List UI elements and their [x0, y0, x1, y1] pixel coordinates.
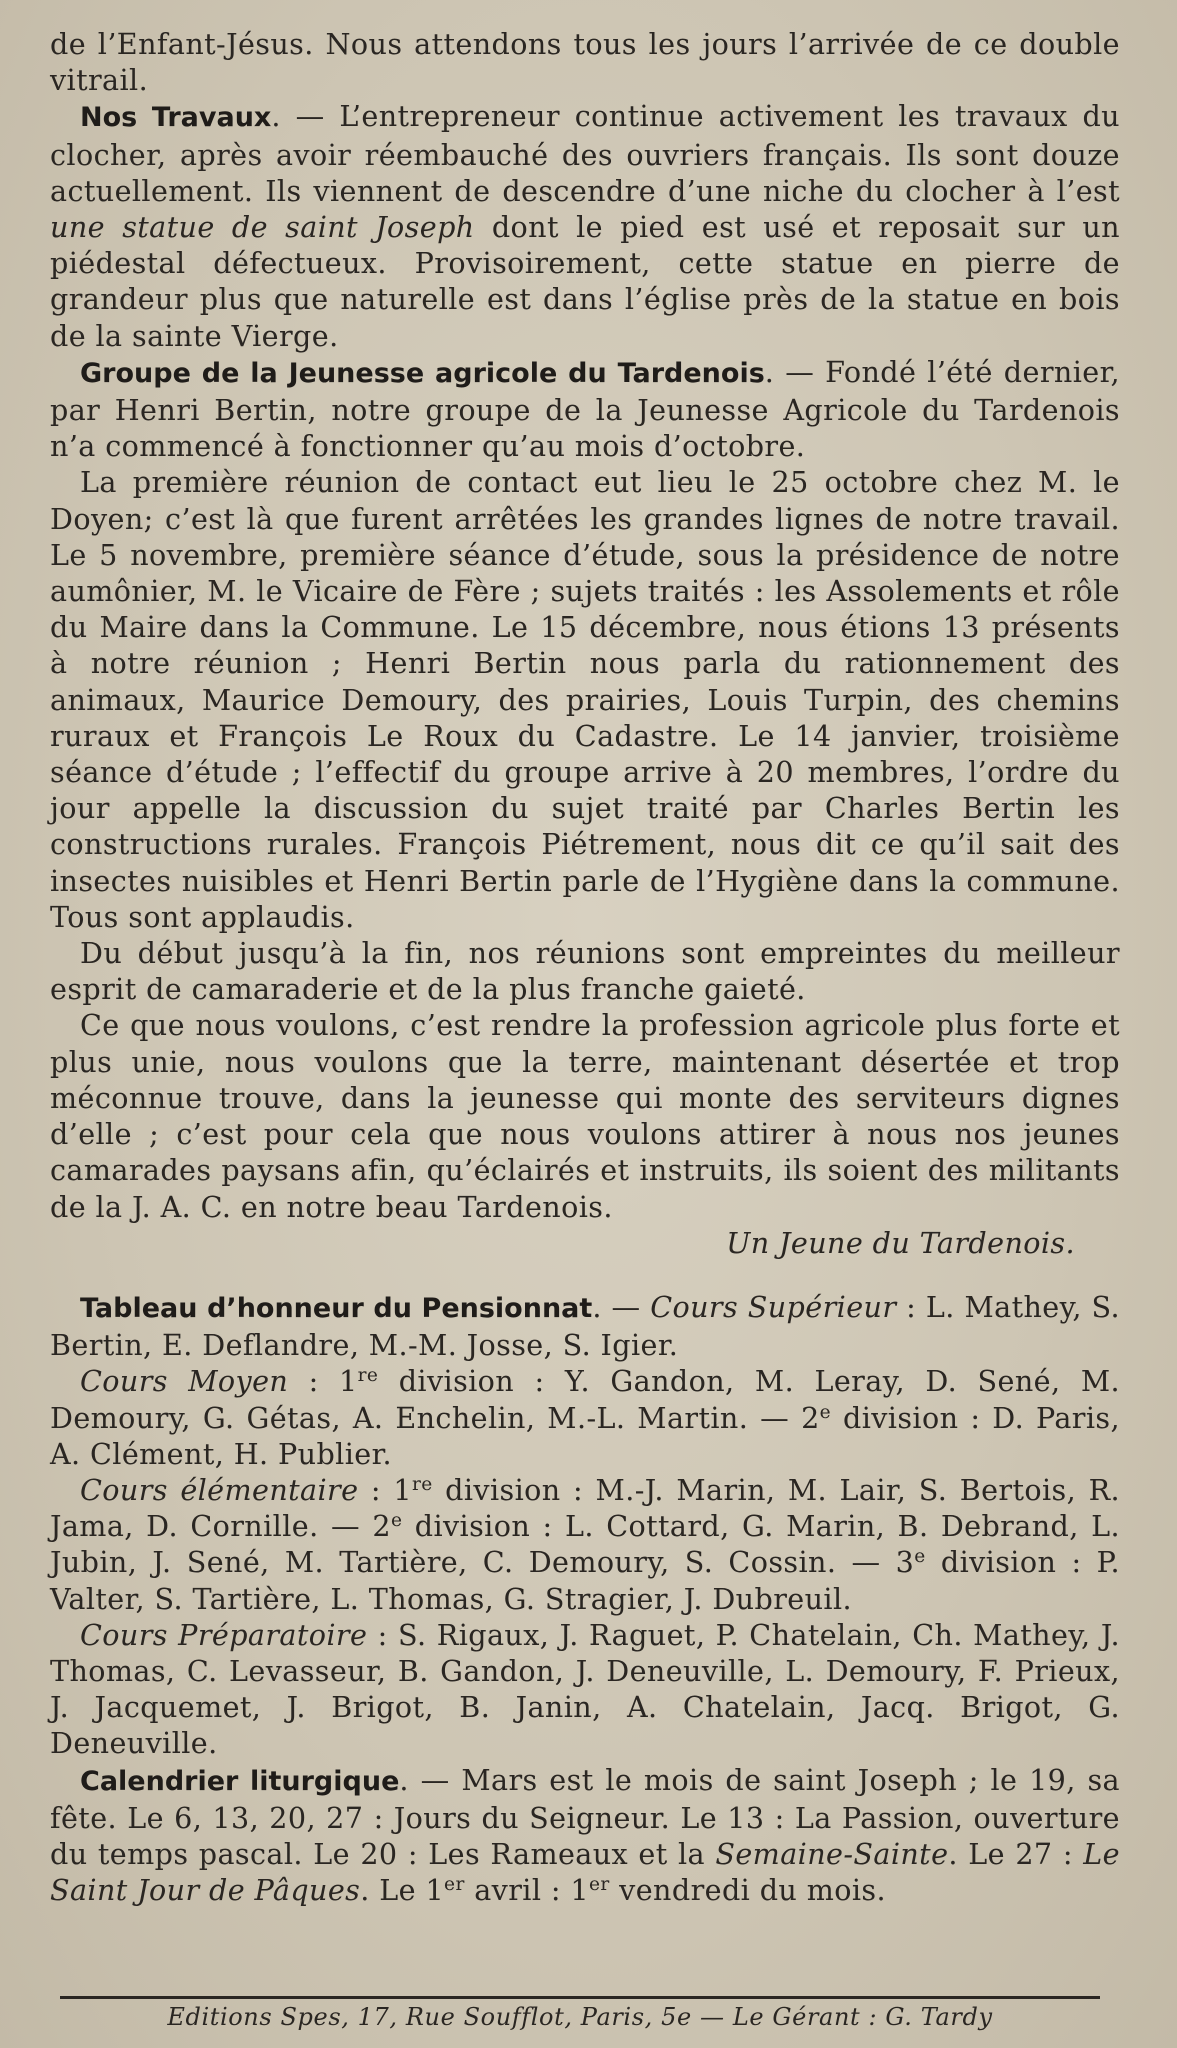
paragraph-objectifs	[50, 1007, 1120, 1224]
paragraph-text: : S. Rigaux, J. Raguet, P. Chatelain, Ch. Mathey, J. Thomas, C. Levasseur, B. Gandon, J. Deneuville, L. Demoury, F. Prieux, J. Jacquemet, J. Brigot, B. Janin, A. Chatelain, Jacq. Brigot, G. Deneuville.	[50, 1617, 1121, 1761]
section-heading-tableau-honneur: Tableau d’honneur du Pensionnat	[80, 1292, 593, 1324]
paragraph-vitrail	[50, 26, 1120, 98]
paragraph-text: : 1	[358, 1472, 412, 1507]
paragraph-text: . —	[592, 1289, 651, 1324]
paragraph-text: Ce que nous voulons, c’est rendre la profession agricole plus forte et plus unie, nous voulons que la terre, maintenant désertée et trop méconnue trouve, dans la jeunesse qui monte des serviteurs dignes d’elle ; c’est pour cela que nous voulons attirer à nous nos jeunes camarades paysans afin, qu’éclairés et instruits, ils soient des militants de la J. A. C. en notre beau Tardenois.	[50, 1008, 1120, 1224]
italic-phrase: Cours Supérieur	[650, 1289, 897, 1324]
italic-phrase: Cours élémentaire	[80, 1472, 359, 1507]
paragraph-text: dont le pied est usé et reposait sur un piédestal défectueux. Provisoirement, cette statue en pierre de grandeur plus que naturelle est dans l’église près de la statue en bois de la sainte Vierge.	[50, 210, 1120, 353]
paragraph-text: . — Fondé l’été dernier, par Henri Bertin, notre groupe de la Jeunesse Agricole du Tardenois n’a commencé à fonctionner qu’au mois d’octobre.	[50, 354, 1120, 464]
paragraph-text: : L. Mathey, S. Bertin, E. Deflandre, M.-M. Josse, S. Igier.	[50, 1289, 1121, 1363]
italic-phrase: une statue de saint Joseph	[50, 210, 475, 245]
superscript: e	[390, 1509, 403, 1531]
italic-phrase: Semaine-Sainte	[715, 1836, 949, 1871]
publisher-footer	[60, 1996, 1100, 2031]
superscript: e	[914, 1546, 926, 1568]
paragraph-text: . — Mars est le mois de saint Joseph ; le 19, sa fête. Le 6, 13, 20, 27 : Jours du Seigneur. Le 13 : La Passion, ouverture du temps pascal. Le 20 : Les Rameaux et la	[50, 1762, 1120, 1871]
italic-phrase: Cours Préparatoire	[80, 1617, 368, 1652]
section-heading-groupe-jeunesse: Groupe de la Jeunesse agricole du Tardenois	[80, 357, 765, 389]
paragraph-text: . — L’entrepreneur continue activement les travaux du clocher, après avoir réembauché des ouvriers français. Ils sont douze actuellement. Ils viennent de descendre d’une niche du clocher à l’est	[50, 99, 1120, 208]
paragraph-nos-travaux	[50, 98, 1120, 353]
paragraph-cours-preparatoire	[50, 1617, 1120, 1762]
paragraph-text: de l’Enfant-Jésus. Nous attendons tous les jours l’arrivée de ce double vitrail.	[50, 27, 1120, 98]
paragraph-text: division : M.-J. Marin, M. Lair, S. Bertois, R. Jama, D. Cornille. — 2	[50, 1472, 1120, 1544]
paragraph-text: La première réunion de contact eut lieu le 25 octobre chez M. le Doyen; c’est là que furent arrêtées les grandes lignes de notre travail. Le 5 novembre, première séance d’étude, sous la présidence de notre aumônier, M. le Vicaire de Fère ; sujets traités : les Assolements et rôle du Maire dans la Commune. Le 15 décembre, nous étions 13 présents à notre réunion ; Henri Bertin nous parla du rationnement des animaux, Maurice Demoury, des prairies, Louis Turpin, des chemins ruraux et François Le Roux du Cadastre. Le 14 janvier, troisième séance d’étude ; l’effectif du groupe arrive à 20 membres, l’ordre du jour appelle la discussion du sujet traité par Charles Bertin les constructions rurales. François Piétrement, nous dit ce qu’il sait des insectes nuisibles et Henri Bertin parle de l’Hygiène dans la commune. Tous sont applaudis.	[50, 465, 1120, 934]
paragraph-camaraderie	[50, 935, 1120, 1007]
section-gap	[50, 1261, 1120, 1289]
section-heading-nos-travaux: Nos Travaux	[80, 102, 272, 134]
paragraph-groupe-jeunesse	[50, 354, 1120, 465]
paragraph-text: division : P. Valter, S. Tartière, L. Thomas, G. Stragier, J. Dubreuil.	[50, 1545, 1120, 1616]
superscript: e	[819, 1401, 832, 1423]
paragraph-text: division : D. Paris, A. Clément, H. Publier.	[50, 1400, 1120, 1471]
paragraph-cours-elementaire	[50, 1472, 1120, 1617]
paragraph-calendrier	[50, 1762, 1120, 1909]
paragraph-text: . Le 27 :	[948, 1836, 1084, 1871]
footer-text: Editions Spes, 17, Rue Soufflot, Paris, 5e — Le Gérant : G. Tardy	[167, 2003, 993, 2031]
italic-phrase: Cours Moyen	[80, 1364, 289, 1399]
superscript: er	[589, 1873, 610, 1895]
paragraph-text: division : L. Cottard, G. Marin, B. Debrand, L. Jubin, J. Sené, M. Tartière, C. Demoury, S. Cossin. — 3	[50, 1509, 1120, 1580]
paragraph-text: avril : 1	[464, 1873, 589, 1908]
italic-phrase: Le Saint Jour de Pâques	[50, 1836, 1121, 1908]
paragraph-text: . Le 1	[360, 1873, 445, 1908]
paragraph-reunions	[50, 464, 1120, 935]
paragraph-text: vendredi du mois.	[609, 1873, 886, 1908]
section-heading-calendrier: Calendrier liturgique	[80, 1765, 400, 1797]
superscript: er	[444, 1873, 465, 1895]
paragraph-cours-moyen	[50, 1363, 1120, 1472]
superscript: re	[357, 1365, 379, 1387]
paragraph-text: division : Y. Gandon, M. Leray, D. Sené, M. Demoury, G. Gétas, A. Enchelin, M.-L. Martin. — 2	[50, 1364, 1121, 1435]
paragraph-text: Du début jusqu’à la fin, nos réunions sont empreintes du meilleur esprit de camaraderie et de la plus franche gaieté.	[50, 936, 1120, 1007]
superscript: re	[412, 1473, 433, 1495]
article-column	[50, 26, 1120, 1908]
signature: Un Jeune du Tardenois.	[726, 1225, 1075, 1260]
paragraph-tableau-honneur	[50, 1289, 1120, 1363]
paragraph-text: : 1	[288, 1364, 358, 1399]
